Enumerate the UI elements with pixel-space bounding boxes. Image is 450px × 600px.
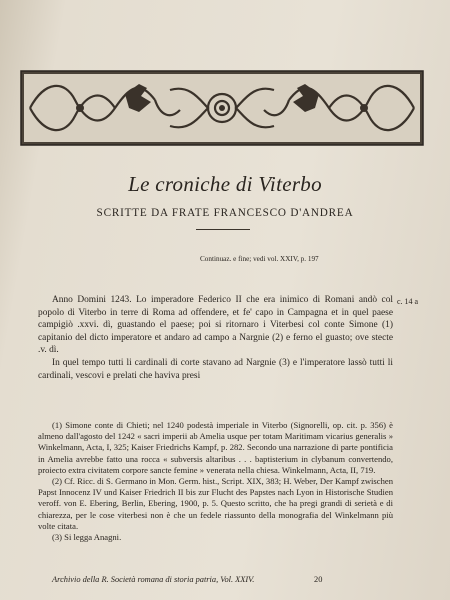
continuation-note: Continuaz. e fine; vedi vol. XXIV, p. 197 bbox=[200, 255, 319, 263]
title-rule bbox=[196, 229, 250, 230]
page-number: 20 bbox=[314, 575, 323, 584]
footnote: (2) Cf. Ricc. di S. Germano in Mon. Germ. hist., Script. XIX, 383; H. Weber, Der Kampf zwischen Papst Innocenz IV und Kaiser Friedrich II bis zur Flucht des Papstes nach Lyon in Historische Studien veroff. von E. Ebering, Berlin, Ebering, 1900, p. 5. Questo scritto, che ha pregi grandi di serietà e di chiarezza, per le cose viterbesi non è che un fedele riassunto della monografia del Winkelmann più volte citata. bbox=[38, 476, 393, 531]
body-paragraph: In quel tempo tutti li cardinali di corte stavano ad Nargnie (3) e l'imperatore lassò tutti li cardinali, vescovi e prelati che haviva presi bbox=[38, 357, 393, 381]
main-text bbox=[38, 294, 393, 382]
decorative-headpiece bbox=[20, 70, 424, 146]
chapter-title: Le croniche di Viterbo bbox=[128, 172, 322, 196]
chapter-subtitle: SCRITTE DA FRATE FRANCESCO D'ANDREA bbox=[96, 207, 354, 219]
margin-note: c. 14 a bbox=[397, 297, 419, 306]
footnotes bbox=[38, 420, 393, 543]
running-footer bbox=[52, 575, 392, 584]
body-paragraph: Anno Domini 1243. Lo imperadore Federico II che era inimico di Romani andò col popolo di Viterbo in terre di Roma ad offendere, et fe' capo in Campagna et in quel paese campigiò .xxvi. dì, guastando el paese; poi si ritornaro i Viterbesi col conte Simone (1) capitanio del dicto imperatore et andaro ad campo a Nargnie (2) e ferno el guasto; ove stecte .v. dì. bbox=[38, 295, 393, 356]
journal-name: Archivio della R. Società romana di storia patria, Vol. XXIV. bbox=[52, 575, 255, 584]
footnote: (1) Simone conte di Chieti; nel 1240 podestà imperiale in Viterbo (Signorelli, op. cit. p. 356) è almeno dall'agosto del 1242 « sacri imperii ab Amelia usque per totam Maritimam vicarius generalis » Winkelmann, Acta, I, 325; Kaiser Friedrichs Kampf, p. 282. Secondo una narrazione di parte pontificia in Amelia avrebbe fatto una rocca « subversis altaribus . . . baptisterium in clybanum convertendo, proiecto extra civitatem corpore sancte femine » venerata nella chiesa. Winkelmann, Acta, II, 719. bbox=[38, 420, 393, 475]
footnote: (3) Si legga Anagni. bbox=[52, 532, 122, 543]
